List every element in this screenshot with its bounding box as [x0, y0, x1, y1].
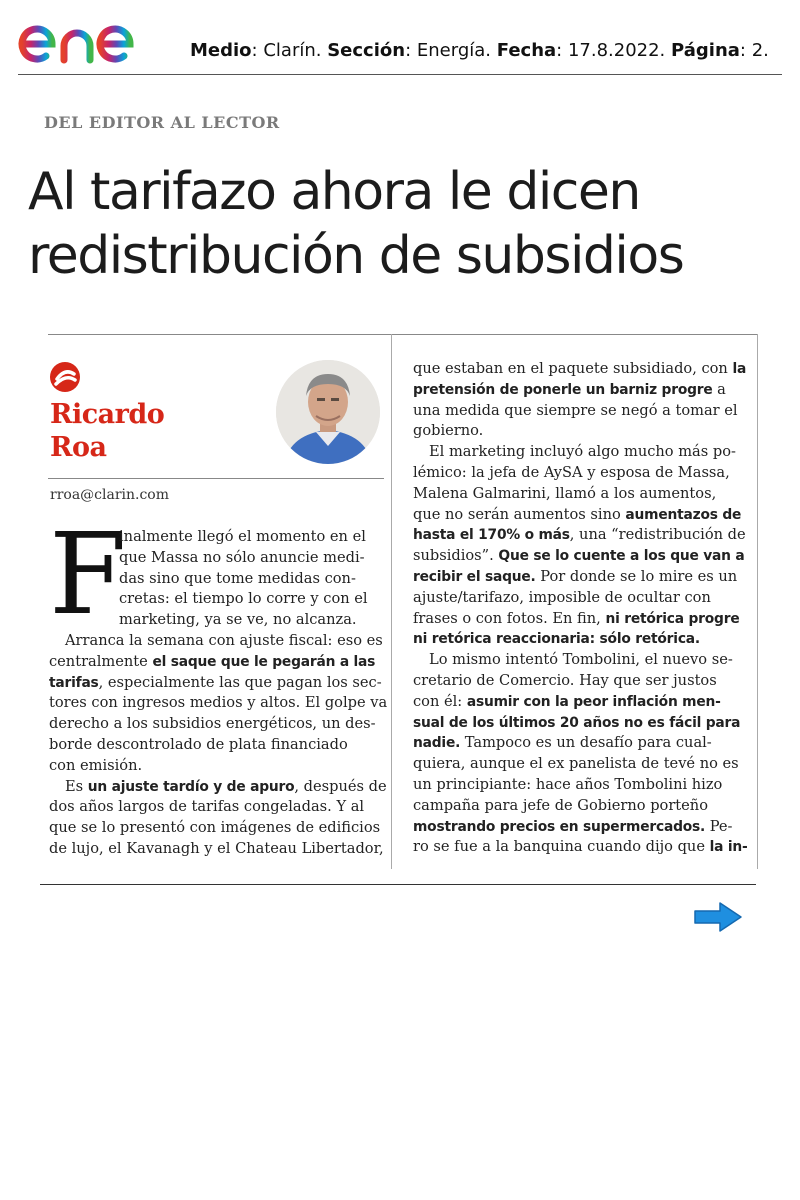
bold-highlight: pretensión de ponerle un barniz progre [413, 381, 713, 398]
headline-line-2: redistribución de subsidios [28, 226, 684, 286]
text-run: El marketing incluyó algo mucho más po- [429, 443, 736, 461]
author-first-name: Ricardo [50, 399, 165, 430]
headline-line-1: Al tarifazo ahora le dicen [28, 162, 640, 222]
right-column-rule [757, 334, 758, 869]
text-run: , especialmente las que pagan los sec- [98, 673, 382, 691]
text-line [413, 837, 748, 858]
author-last-name: Roa [50, 432, 107, 463]
text-line [49, 652, 375, 673]
text-run: cretario de Comercio. Hay que ser justos [413, 671, 717, 689]
text-run: con él: [413, 692, 467, 710]
text-line [413, 401, 743, 422]
text-run: que estaban en el paquete subsidiado, con [413, 360, 733, 377]
text-run: una medida que siempre se negó a tomar el [413, 401, 738, 419]
bold-highlight: aumentazos de [625, 506, 742, 523]
article-top-rule [48, 334, 758, 335]
bold-highlight: tarifas [49, 674, 99, 691]
text-line [413, 505, 743, 526]
author-divider [48, 478, 384, 479]
text-line [49, 631, 383, 652]
text-run: derecho a los subsidios energéticos, un des- [49, 715, 376, 733]
text-line [413, 442, 743, 463]
bold-highlight: hasta el 170% o más [413, 527, 570, 544]
text-run: Arranca la semana con ajuste fiscal: eso es [65, 632, 383, 649]
publication-metadata: Medio: Clarín. Sección: Energía. Fecha: 17.8.2022. Página: 2. [190, 40, 769, 61]
bold-highlight: Que se lo cuente a los que van a [498, 548, 745, 565]
text-line [413, 421, 743, 442]
medio-label: Medio [190, 40, 252, 61]
text-line [413, 671, 743, 692]
text-line [413, 629, 743, 650]
bold-highlight: ni retórica reaccionaria: sólo retórica. [413, 631, 700, 648]
next-page-arrow-icon[interactable] [692, 900, 744, 934]
text-run: de lujo, el Kavanagh y el Chateau Libertador, [49, 839, 384, 857]
author-name [50, 398, 164, 464]
bold-highlight: un ajuste tardío y de apuro [87, 778, 295, 795]
bold-highlight: nadie. [413, 735, 461, 752]
clarin-icon [48, 360, 82, 394]
column-2-body [413, 359, 748, 858]
text-line [413, 567, 743, 588]
bold-highlight: asumir con la peor inflación men- [466, 693, 721, 710]
text-line [413, 380, 743, 401]
text-line: inalmente llegó el momento en el [119, 528, 366, 545]
text-run: un principiante: hace años Tombolini hizo [413, 775, 723, 793]
bold-highlight: la in- [709, 839, 748, 856]
text-run: Por donde se lo mire es un [535, 567, 738, 585]
medio-value: Clarín. [263, 40, 322, 61]
headline [28, 160, 788, 288]
bold-highlight: ni retórica progre [605, 610, 740, 627]
header-divider [18, 74, 782, 75]
text-run: , una “redistribución de [569, 526, 746, 544]
text-line [49, 818, 381, 839]
text-line [413, 796, 743, 817]
text-line [49, 735, 375, 756]
text-line: marketing, ya se ve, no alcanza. [119, 611, 357, 629]
column-divider [391, 334, 392, 869]
article-bottom-rule [40, 884, 756, 885]
text-line: das sino que tome medidas con- [119, 569, 356, 587]
text-line [49, 673, 382, 694]
text-line [49, 797, 375, 818]
text-run: subsidios”. [413, 547, 499, 565]
text-run: frases o con fotos. En fin, [413, 609, 606, 627]
text-run: que se lo presentó con imágenes de edificios [49, 819, 381, 837]
opening-paragraph [119, 527, 379, 631]
pagina-value: 2. [751, 40, 769, 61]
text-run: Lo mismo intentó Tombolini, el nuevo se- [429, 651, 733, 669]
fecha-label: Fecha [496, 40, 557, 61]
drop-cap: F [49, 510, 127, 640]
text-line: que Massa no sólo anuncie medi- [119, 548, 365, 566]
text-run: tores con ingresos medios y altos. El golpe va [49, 694, 388, 712]
text-line [413, 817, 743, 838]
bold-highlight: recibir el saque. [413, 568, 536, 585]
text-line [413, 588, 743, 609]
seccion-label: Sección [327, 40, 406, 61]
text-line [413, 692, 743, 713]
text-line [413, 775, 743, 796]
text-line [413, 713, 743, 734]
text-line [413, 650, 743, 671]
text-run: dos años largos de tarifas congeladas. Y al [49, 798, 365, 816]
text-run: borde descontrolado de plata financiado [49, 735, 348, 753]
text-run: Es [65, 777, 88, 795]
text-run: Malena Galmarini, llamó a los aumentos, [413, 484, 717, 502]
author-email: rroa@clarin.com [50, 487, 170, 503]
text-line [413, 359, 747, 380]
text-line [413, 546, 743, 567]
seccion-value: Energía. [416, 40, 492, 61]
text-line [49, 839, 384, 860]
text-line [49, 693, 388, 714]
text-line [49, 777, 387, 798]
text-run: Tampoco es un desafío para cual- [460, 734, 712, 752]
author-photo [276, 360, 380, 464]
section-kicker: DEL EDITOR AL LECTOR [44, 113, 280, 132]
document-header [0, 0, 800, 76]
text-run: quiera, aunque el ex panelista de tevé no es [413, 755, 739, 773]
text-run: con emisión. [49, 756, 143, 774]
bold-highlight: mostrando precios en supermercados. [413, 818, 706, 835]
text-run: ajuste/tarifazo, imposible de ocultar con [413, 588, 711, 606]
text-run: Pe- [705, 817, 733, 835]
text-line [413, 609, 743, 630]
text-run: a [712, 380, 726, 398]
text-run: campaña para jefe de Gobierno porteño [413, 796, 708, 814]
text-line [413, 754, 743, 775]
text-run: lémico: la jefa de AySA y esposa de Massa, [413, 463, 730, 481]
text-run: que no serán aumentos sino [413, 505, 626, 523]
pagina-label: Página [671, 40, 740, 61]
bold-highlight: el saque que le pegarán a las [152, 653, 376, 670]
bold-highlight: la [732, 361, 747, 377]
enel-logo [16, 8, 172, 70]
text-run: ro se fue a la banquina cuando dijo que [413, 838, 710, 856]
text-run: gobierno. [413, 422, 484, 440]
text-line [49, 756, 375, 777]
text-line [413, 463, 743, 484]
text-run: centralmente [49, 652, 153, 670]
bold-highlight: sual de los últimos 20 años no es fácil para [413, 714, 741, 731]
text-line: cretas: el tiempo lo corre y con el [119, 590, 368, 608]
text-run: , después de [294, 777, 387, 795]
text-line [413, 733, 743, 754]
fecha-value: 17.8.2022. [567, 40, 666, 61]
text-line [413, 484, 743, 505]
text-line [413, 525, 746, 546]
text-line [49, 714, 375, 735]
column-1-body [49, 631, 388, 860]
